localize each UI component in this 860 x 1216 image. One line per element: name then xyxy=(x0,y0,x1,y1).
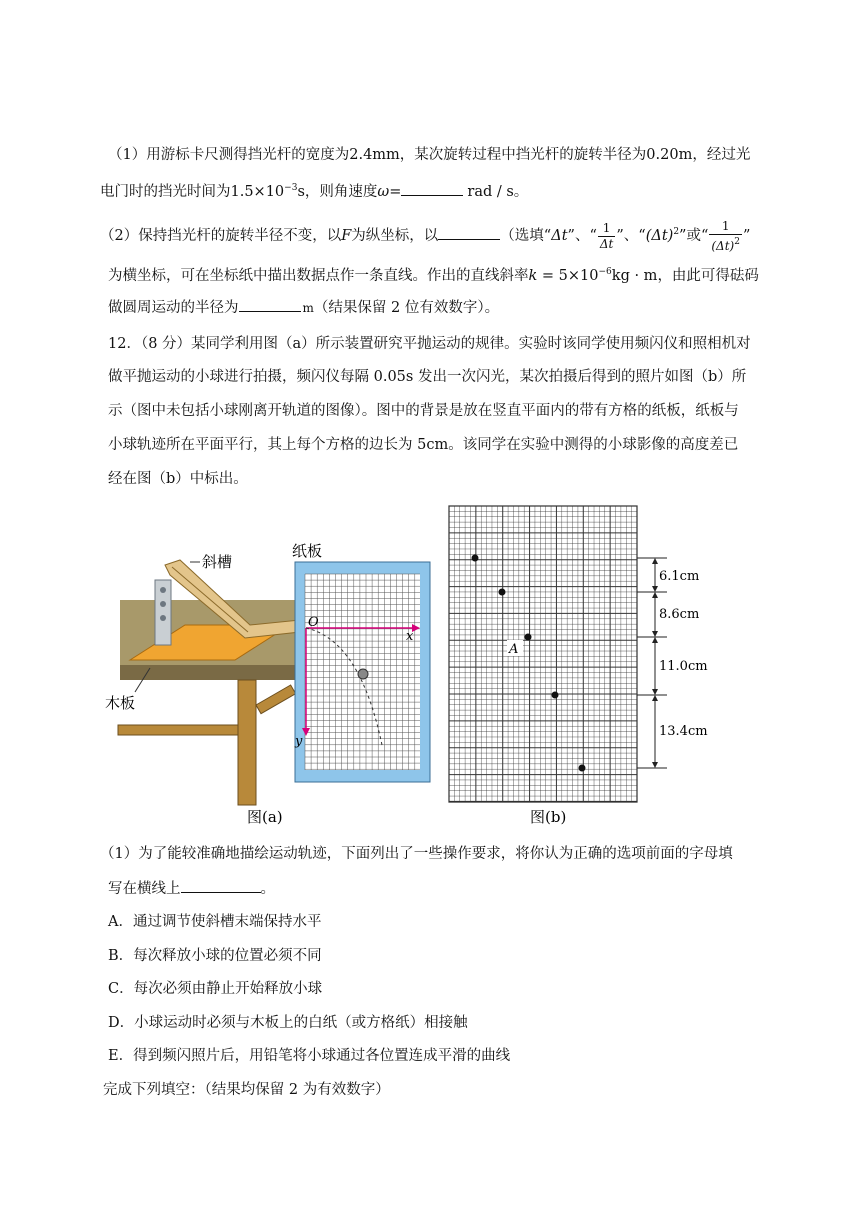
origin-label: O xyxy=(308,615,319,630)
q12-line4: 小球轨迹所在平面平行，其上每个方格的边长为 5cm。该同学在实验中测得的小球影像的高度差已 xyxy=(108,437,739,453)
table-leg xyxy=(238,680,256,805)
unit: kg · m xyxy=(611,268,658,284)
sub1-line1: （1）为了能较准确地描绘运动轨迹，下面列出了一些操作要求，将你认为正确的选项前面的字母填 xyxy=(100,846,733,862)
text: 做圆周运动的半径为 xyxy=(108,300,239,316)
label-paper-board: 纸板 xyxy=(292,542,323,560)
caption-a: 图(a) xyxy=(247,808,283,826)
text: ，经过光 xyxy=(692,147,751,163)
option-b: B．每次释放小球的位置必须不同 xyxy=(108,948,322,964)
value-k: = 5×10 xyxy=(537,268,599,284)
var-F: F xyxy=(341,228,352,244)
text: ”、“ xyxy=(616,228,646,244)
point-A-label: A xyxy=(509,642,519,657)
equals: = xyxy=(389,184,402,200)
height-label: 11.0cm xyxy=(659,659,708,674)
text: ，由此可得砝码 xyxy=(657,268,759,284)
ball xyxy=(358,669,368,679)
figure-a xyxy=(105,540,440,830)
option-d: D．小球运动时必须与木板上的白纸（或方格纸）相接触 xyxy=(108,1015,468,1031)
text: 为纵坐标，以 xyxy=(351,228,439,244)
text: ”或“ xyxy=(679,228,709,244)
ball-point xyxy=(579,765,586,772)
unit: s xyxy=(297,184,305,200)
height-label: 6.1cm xyxy=(659,569,700,584)
height-label: 8.6cm xyxy=(659,607,700,622)
value-radius: 0.20m xyxy=(646,147,693,163)
q11-part2-line3 xyxy=(108,297,499,318)
text: （1）用游标卡尺测得挡光杆的宽度为 xyxy=(108,147,350,163)
grid-b-border xyxy=(449,506,637,802)
exponent: 2 xyxy=(734,236,740,247)
text: （2）保持挡光杆的旋转半径不变，以 xyxy=(100,228,342,244)
ball-point xyxy=(525,634,532,641)
ball-point xyxy=(552,692,559,699)
exponent: 2 xyxy=(673,227,680,237)
exponent: −6 xyxy=(598,267,612,277)
unit: m xyxy=(302,301,314,315)
exponent: −3 xyxy=(284,183,298,193)
q11-part1-line1 xyxy=(108,145,750,165)
table-rail xyxy=(118,725,238,735)
unit: rad / s xyxy=(467,184,514,200)
text: 。 xyxy=(513,184,529,200)
text: 。 xyxy=(260,881,275,897)
label-wood: 木板 xyxy=(105,694,136,712)
denominator: Δt xyxy=(599,236,614,251)
y-label: y xyxy=(295,734,303,749)
ball-point xyxy=(499,589,506,596)
x-label: x xyxy=(406,629,414,644)
numerator: 1 xyxy=(709,219,742,235)
text: 写在横线上 xyxy=(108,881,181,897)
option-c: C．每次必须由静止开始释放小球 xyxy=(108,981,323,997)
option-e: E．得到频闪照片后，用铅笔将小球通过各位置连成平滑的曲线 xyxy=(108,1048,511,1064)
text: （选填“ xyxy=(500,228,552,244)
q11-part2-line2 xyxy=(108,262,759,286)
answer-blank-axis[interactable] xyxy=(438,225,500,240)
text: 电门时的挡光时间为 xyxy=(100,184,231,200)
q12-line1: 12．（8 分）某同学利用图（a）所示装置研究平抛运动的规律。实验时该同学使用频闪仪和照相机对 xyxy=(108,336,751,352)
option-1-over-dt xyxy=(598,221,616,252)
var-k: k xyxy=(528,268,538,284)
ball-point xyxy=(472,555,479,562)
label-chute: 斜槽 xyxy=(202,553,233,571)
option-dt: Δt xyxy=(551,228,568,244)
table-edge xyxy=(120,665,310,680)
text: ，某次旋转过程中挡光杆的旋转半径为 xyxy=(399,147,647,163)
fill-instruction: 完成下列填空：（结果均保留 2 为有效数字） xyxy=(103,1082,390,1098)
denominator: (Δt) xyxy=(711,238,735,253)
value-width: 2.4mm xyxy=(349,147,400,163)
answer-blank-omega[interactable] xyxy=(401,181,463,196)
answer-blank-options[interactable] xyxy=(181,878,261,893)
q11-part2-line1 xyxy=(100,214,751,253)
figure-b xyxy=(445,500,745,830)
sub1-line2 xyxy=(108,878,275,899)
q12-line5: 经在图（b）中标出。 xyxy=(108,471,248,487)
text: 为横坐标，可在坐标纸中描出数据点作一条直线。作出的直线斜率 xyxy=(108,268,529,284)
text: （结果保留 2 位有效数字）。 xyxy=(313,300,500,316)
text: ，则角速度 xyxy=(304,184,378,200)
q12-line3: 示（图中未包括小球刚离开轨道的图像）。图中的背景是放在竖直平面内的带有方格的纸板，纸板与 xyxy=(108,403,739,419)
omega-symbol: ω xyxy=(377,184,390,200)
table-brace xyxy=(256,685,296,714)
q12-line2: 做平抛运动的小球进行拍摄，频闪仪每隔 0.05s 发出一次闪光，某次拍摄后得到的照片如图（b）所 xyxy=(108,369,747,385)
answer-blank-radius[interactable] xyxy=(239,297,301,312)
q11-part1-line2 xyxy=(100,178,528,202)
option-1-over-dt-squared xyxy=(709,219,742,254)
text: ” xyxy=(742,228,751,244)
option-dt-squared: (Δt) xyxy=(645,228,674,244)
numerator: 1 xyxy=(598,221,616,237)
value-time: 1.5×10 xyxy=(230,184,285,200)
text: ”、“ xyxy=(567,228,597,244)
height-label: 13.4cm xyxy=(659,724,708,739)
caption-b: 图(b) xyxy=(530,808,567,826)
option-a: A．通过调节使斜槽末端保持水平 xyxy=(108,914,322,930)
